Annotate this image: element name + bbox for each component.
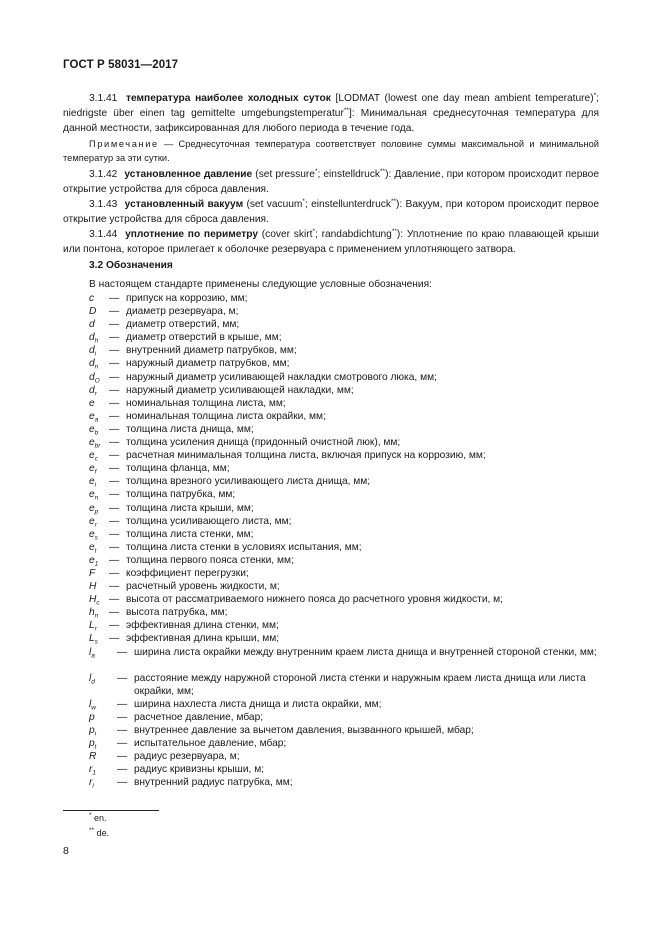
symbol-description: толщина патрубка, мм; xyxy=(126,489,236,501)
symbol: p xyxy=(89,712,95,723)
symbol-dash: — xyxy=(109,384,120,396)
symbol: $e_r$ xyxy=(89,515,97,529)
definition-3-1-43: 3.1.43 установленный вакуум (set vacuum*; einstellunterdruck**): Вакуум, при котором происходит первое открытие устройства для сброса давления. xyxy=(63,198,599,225)
symbol-description: испытательное давление, мбар; xyxy=(134,738,287,750)
symbol: $e_1$ xyxy=(89,554,99,568)
symbol-dash: — xyxy=(109,293,120,304)
symbol-row xyxy=(89,541,609,554)
symbol-description: ширина листа окрайки между внутренним краем листа днища и внутренней стороной стенки, мм; xyxy=(134,646,597,658)
symbol-dash: — xyxy=(117,738,128,750)
definition-3-1-41: 3.1.41 температура наиболее холодных суток [LODMAT (lowest one day mean ambient temperature)*; niedrigste über einen tag gemittelte umgebungstemperatur**]: Минимальная среднесуточная температура для данной местности, зафиксированная для любого периода в течение года. xyxy=(63,92,599,134)
symbol-row xyxy=(89,344,609,357)
symbol-row xyxy=(89,462,609,475)
def-term: установленный вакуум xyxy=(124,199,244,210)
symbol-row xyxy=(89,436,609,449)
symbol-row xyxy=(89,515,609,528)
symbol-description: толщина врезного усиливающего листа днища, мм; xyxy=(126,476,371,488)
symbol-dash: — xyxy=(117,672,128,684)
symbol-dash: — xyxy=(117,712,128,723)
symbol: $e_{br}$ xyxy=(89,437,101,450)
symbol-description: толщина фланца, мм; xyxy=(126,463,230,475)
symbol-dash: — xyxy=(109,423,120,435)
symbol: $d_i$ xyxy=(89,345,97,358)
symbol-dash: — xyxy=(109,450,120,462)
symbol-row xyxy=(89,449,609,462)
symbol-row xyxy=(89,357,609,370)
symbol-row xyxy=(89,606,609,619)
symbol: D xyxy=(89,306,97,318)
symbol-dash: — xyxy=(117,751,128,763)
symbol: d xyxy=(89,319,95,331)
symbol-description: толщина первого пояса стенки, мм; xyxy=(126,554,294,566)
symbol-description: расчетная минимальная толщина листа, включая припуск на коррозию, мм; xyxy=(126,450,486,462)
symbol: $r_i$ xyxy=(89,777,94,790)
symbol-description: эффективная длина стенки, мм; xyxy=(126,620,279,632)
symbol-description: расчетное давление, мбар; xyxy=(134,712,264,723)
symbol-description: наружный диаметр патрубков, мм; xyxy=(126,358,290,370)
symbol-dash: — xyxy=(109,306,120,318)
symbol-row xyxy=(89,397,609,410)
symbol: $l_w$ xyxy=(89,698,96,712)
page-number: 8 xyxy=(63,845,69,857)
symbol-description: толщина усиления днища (придонный очистной люк), мм; xyxy=(126,437,401,449)
symbol: $e_f$ xyxy=(89,463,97,476)
def-term: установленное давление xyxy=(124,169,253,180)
symbol-dash: — xyxy=(109,620,120,632)
symbol-dash: — xyxy=(109,567,120,579)
symbol-dash: — xyxy=(109,554,120,566)
symbol-row xyxy=(89,763,609,776)
symbol-dash: — xyxy=(109,358,120,370)
section-title: 3.2 Обозначения xyxy=(89,260,173,271)
symbol-row xyxy=(89,554,609,567)
symbol-description: диаметр резервуара, м; xyxy=(126,306,239,318)
definition-3-1-42: 3.1.42 установленное давление (set pressure*; einstelldruck**): Давление, при котором происходит первое открытие устройства для сброса давления. xyxy=(63,168,599,195)
symbol-dash: — xyxy=(117,725,128,737)
def-term: температура наиболее холодных суток xyxy=(126,93,331,104)
symbol-description: номинальная толщина листа, мм; xyxy=(126,397,286,409)
symbol-dash: — xyxy=(117,698,128,710)
symbol-row xyxy=(89,488,609,501)
symbol-description: высота от рассматриваемого нижнего пояса до расчетного уровня жидкости, м; xyxy=(126,594,504,606)
symbol-row xyxy=(89,384,609,397)
symbol-row xyxy=(89,410,609,423)
symbol-row xyxy=(89,371,609,384)
symbol-row xyxy=(89,318,609,331)
symbol-row xyxy=(89,646,609,672)
symbol: $e_a$ xyxy=(89,410,99,424)
symbol-row xyxy=(89,593,609,606)
symbol-row xyxy=(89,619,609,632)
symbol-dash: — xyxy=(109,541,120,553)
symbol-dash: — xyxy=(109,437,120,449)
symbol-row xyxy=(89,698,609,711)
symbol-row xyxy=(89,475,609,488)
def-term: уплотнение по периметру xyxy=(125,229,259,240)
symbol-description: диаметр отверстий, мм; xyxy=(126,319,240,331)
symbol: F xyxy=(89,567,96,579)
symbol-description: толщина листа стенки, мм; xyxy=(126,528,254,540)
symbol: $e_b$ xyxy=(89,423,99,437)
symbol-dash: — xyxy=(109,489,120,501)
symbol: $d_n$ xyxy=(89,358,99,371)
symbol-dash: — xyxy=(117,646,128,658)
symbol: H xyxy=(89,581,97,593)
symbol: e xyxy=(89,397,95,409)
symbol-description: внутреннее давление за вычетом давления, вызванного крышей, мбар; xyxy=(134,725,474,737)
def-number: 3.1.41 xyxy=(89,93,118,104)
symbol-row xyxy=(89,724,609,737)
symbol-row xyxy=(89,737,609,750)
symbol-description: номинальная толщина листа окрайки, мм; xyxy=(126,410,326,422)
section-intro: В настоящем стандарте применены следующие условные обозначения: xyxy=(89,279,432,290)
symbol-description: радиус кривизны крыши, м; xyxy=(134,764,265,776)
symbol: $e_p$ xyxy=(89,502,99,515)
note xyxy=(63,138,599,165)
symbol-description: толщина листа стенки в условиях испытания, мм; xyxy=(126,541,362,553)
symbol-row xyxy=(89,331,609,344)
symbol-dash: — xyxy=(109,515,120,527)
symbol-description: толщина листа крыши, мм; xyxy=(126,502,254,514)
symbol-dash: — xyxy=(109,633,120,645)
symbol: $h_n$ xyxy=(89,607,99,620)
symbol-dash: — xyxy=(109,332,120,344)
symbol-row xyxy=(89,711,609,724)
symbol-dash: — xyxy=(109,476,120,488)
symbol-description: наружный диаметр усиливающей накладки смотрового люка, мм; xyxy=(126,371,437,383)
symbol: $d_r$ xyxy=(89,384,97,398)
symbol: $l_a$ xyxy=(89,646,95,660)
symbol-row xyxy=(89,305,609,318)
symbol: $e_i$ xyxy=(89,476,97,489)
symbol-description: толщина усиливающего листа, мм; xyxy=(126,515,292,527)
symbol: $l_d$ xyxy=(89,672,95,686)
symbol-description: наружный диаметр усиливающей накладки, мм; xyxy=(126,384,354,396)
symbol-description: радиус резервуара, м; xyxy=(134,751,240,763)
symbol-description: ширина нахлеста листа днища и листа окрайки, мм; xyxy=(134,698,382,710)
symbol: $L_r$ xyxy=(89,620,97,633)
note-label: Примечание xyxy=(89,139,159,149)
symbol-dash: — xyxy=(109,371,120,383)
definition-3-1-44: 3.1.44 уплотнение по периметру (cover skirt*; randabdichtung**): Уплотнение по краю плавающей крыши или понтона, которое прилегает к оболочке резервуара с применением уплотняющего затвора. xyxy=(63,228,599,255)
symbol-row xyxy=(89,580,609,593)
symbol: $p_t$ xyxy=(89,738,97,751)
symbol-dash: — xyxy=(109,319,120,331)
symbol-dash: — xyxy=(109,581,120,593)
symbol: $e_n$ xyxy=(89,489,99,502)
symbol-row xyxy=(89,502,609,515)
symbol-description: внутренний диаметр патрубков, мм; xyxy=(126,345,297,357)
symbol-description: эффективная длина крыши, мм; xyxy=(126,633,280,645)
symbol-row xyxy=(89,750,609,763)
document-header: ГОСТ Р 58031—2017 xyxy=(63,59,179,71)
symbol: $e_t$ xyxy=(89,541,97,555)
symbol-row xyxy=(89,528,609,541)
symbol-description: высота патрубка, мм; xyxy=(126,607,228,619)
symbol-description: расчетный уровень жидкости, м; xyxy=(126,581,280,593)
symbol-dash: — xyxy=(109,397,120,409)
symbol: R xyxy=(89,751,97,763)
symbol: $r_1$ xyxy=(89,764,97,777)
symbol-row xyxy=(89,672,609,698)
symbol-dash: — xyxy=(117,764,128,776)
symbol-description: припуск на коррозию, мм; xyxy=(126,293,248,304)
symbol-row xyxy=(89,292,609,305)
symbol: $H_c$ xyxy=(89,594,100,607)
symbol-row xyxy=(89,776,609,789)
symbol-dash: — xyxy=(109,594,120,606)
symbol-row xyxy=(89,567,609,580)
symbol-row xyxy=(89,632,609,645)
symbol: $p_i$ xyxy=(89,725,97,738)
footnote-2: ** de. xyxy=(89,827,110,838)
symbol-description: расстояние между наружной стороной листа стенки и наружным краем листа днища или листа окрайки, мм; xyxy=(134,672,586,697)
symbol-dash: — xyxy=(109,502,120,514)
symbol-dash: — xyxy=(109,345,120,357)
symbol-dash: — xyxy=(109,528,120,540)
symbol-dash: — xyxy=(109,463,120,475)
symbol-dash: — xyxy=(117,777,128,789)
symbol-row xyxy=(89,423,609,436)
symbol: $d_h$ xyxy=(89,332,99,345)
symbol-description: диаметр отверстий в крыше, мм; xyxy=(126,332,282,344)
symbol: c xyxy=(89,293,95,304)
symbol-list xyxy=(89,292,609,790)
symbol-dash: — xyxy=(109,410,120,422)
footnote-separator xyxy=(63,810,159,811)
symbol-description: толщина листа днища, мм; xyxy=(126,423,254,435)
symbol: $d_O$ xyxy=(89,371,100,385)
symbol: $e_c$ xyxy=(89,450,98,463)
symbol: $e_s$ xyxy=(89,528,98,542)
symbol-dash: — xyxy=(109,607,120,619)
symbol-description: коэффициент перегрузки; xyxy=(126,567,249,579)
symbol-description: внутренний радиус патрубка, мм; xyxy=(134,777,293,789)
symbol: $L_s$ xyxy=(89,633,98,646)
footnote-1: * en. xyxy=(89,812,107,823)
note-text: — Среднесуточная температура соответствует половине суммы максимальной и минимальной температур за эти сутки. xyxy=(63,139,599,163)
